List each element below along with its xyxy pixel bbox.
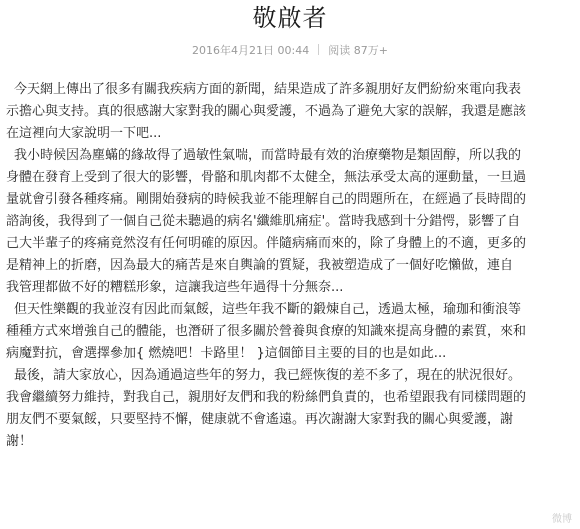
body-line: 示擔心與支持。真的很感謝大家對我的關心與愛護，不過為了避免大家的誤解，我還是應該 — [6, 104, 527, 119]
body-line: 病魔對抗，會選擇參加{ 燃燒吧！卡路里！ }這個節目主要的目的也是如此... — [6, 346, 447, 361]
body-line: 種種方式來增強自己的體能，也潛研了很多關於營養與食療的知識來提高身體的素質，來和 — [6, 324, 527, 339]
body-line: 朋友們不要氣餒，只要堅持不懈，健康就不會遙遠。再次謝謝大家對我的關心與愛護，謝 — [6, 412, 514, 427]
body-line: 是精神上的折磨，因為最大的痛苦是來自輿論的質疑，我被塑造成了一個好吃懶做，連自 — [6, 258, 514, 273]
article-meta — [0, 44, 580, 58]
body-line: 謝！ — [6, 434, 33, 449]
body-line: 最後，請大家放心，因為通過這些年的努力，我已經恢復的差不多了，現在的狀況很好。 — [14, 368, 522, 383]
publish-date: 2016年4月21日 00:44 — [192, 44, 310, 57]
body-line: 量就會引發各種疼痛。剛開始發病的時候我並不能理解自己的問題所在，在經過了長時間的 — [6, 192, 527, 207]
weibo-watermark: 微博 — [552, 514, 572, 525]
article-title: 敬啟者 — [252, 4, 328, 32]
body-line: 今天網上傳出了很多有關我疾病方面的新聞，結果造成了許多親朋好友們紛紛來電向我表 — [14, 82, 522, 97]
body-line: 我管理都做不好的糟糕形象，這讓我這些年過得十分無奈... — [6, 280, 344, 295]
body-line: 己大半輩子的疼痛竟然沒有任何明確的原因。伴隨病痛而來的，除了身體上的不適，更多的 — [6, 236, 527, 251]
body-line: 我小時候因為塵蟎的緣故得了過敏性氣喘，而當時最有效的治療藥物是類固醇，所以我的 — [14, 148, 522, 163]
meta-divider — [318, 44, 319, 55]
body-line: 諮詢後，我得到了一個自己從未聽過的病名'纖維肌痛症'。當時我感到十分錯愕，影響了自 — [6, 214, 521, 229]
body-line: 身體在發育上受到了很大的影響，骨骼和肌肉都不太健全，無法承受太高的運動量，一旦過 — [6, 170, 527, 185]
body-line: 但天性樂觀的我並沒有因此而氣餒，這些年我不斷的鍛煉自己，透過太極，瑜珈和衝浪等 — [14, 302, 522, 317]
body-line: 在這裡向大家說明一下吧... — [6, 126, 162, 141]
article-body — [0, 79, 580, 453]
view-count: 阅读 87万+ — [328, 44, 388, 57]
body-line: 我會繼續努力維持，對我自己，親朋好友們和我的粉絲們負責的，也希望跟我有同樣問題的 — [6, 390, 527, 405]
